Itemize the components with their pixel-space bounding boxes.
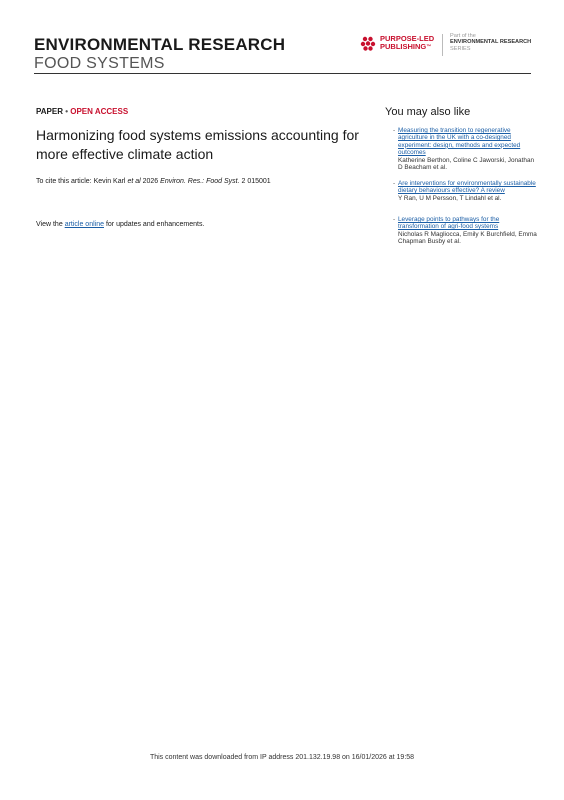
download-footer: This content was downloaded from IP address 201.132.19.98 on 16/01/2026 at 19:58 (149, 754, 415, 761)
article-type: PAPER (36, 107, 63, 116)
related-item-authors: Y Ran, U M Persson, T Lindahl et al. (398, 194, 502, 202)
header-vertical-divider (442, 34, 443, 56)
related-item (393, 180, 538, 202)
view-prefix: View the (36, 221, 63, 228)
cite-journal: Environ. Res.: Food Syst. (160, 178, 240, 185)
related-item-link[interactable]: Are interventions for environmentally sustainable dietary behaviours effective? A review (398, 180, 536, 195)
view-online-line (36, 221, 204, 228)
article-kicker (36, 107, 128, 116)
related-item-authors: Nicholas R Magliocca, Emily K Burchfield, Emma Chapman Busby et al. (398, 230, 537, 246)
article-title: Harmonizing food systems emissions accounting for more effective climate action (36, 127, 359, 162)
series-block (450, 33, 531, 52)
citation-line (36, 178, 271, 185)
related-item (393, 216, 538, 246)
list-bullet: - (393, 180, 396, 187)
cite-year: 2026 (142, 178, 159, 185)
related-item (393, 127, 538, 172)
publisher-line2: PUBLISHING™ (380, 42, 432, 51)
related-item-link[interactable]: Measuring the transition to regenerative agriculture in the UK with a co-designed experiment: design, methods and expected outcomes (398, 127, 521, 157)
publisher-logo-icon (360, 35, 376, 51)
cite-etal: et al (127, 178, 141, 185)
cite-label: To cite this article: Kevin Karl (36, 178, 126, 185)
series-name: ENVIRONMENTAL RESEARCH (450, 39, 532, 46)
trademark-symbol: ™ (426, 44, 432, 50)
view-suffix: for updates and enhancements. (105, 221, 205, 228)
journal-subtitle: FOOD SYSTEMS (34, 55, 165, 72)
list-bullet: - (393, 127, 396, 134)
publisher-line1: PURPOSE-LED (380, 34, 435, 43)
series-part-of: Part of the (450, 33, 476, 39)
list-bullet: - (393, 216, 396, 223)
journal-title: ENVIRONMENTAL RESEARCH (34, 35, 286, 54)
article-online-link[interactable]: article online (64, 221, 104, 228)
series-suffix: SERIES (450, 45, 471, 52)
related-item-authors: Katherine Berthon, Coline C Jaworski, Jonathan D Beacham et al. (398, 156, 535, 172)
open-access-badge: OPEN ACCESS (70, 107, 129, 116)
publisher-name (380, 35, 434, 51)
related-heading: You may also like (385, 106, 471, 118)
cite-ref: 2 015001 (241, 178, 271, 185)
related-item-link[interactable]: Leverage points to pathways for the transformation of agri-food systems (398, 216, 500, 231)
kicker-separator: • (65, 107, 69, 116)
header-divider (34, 73, 531, 74)
